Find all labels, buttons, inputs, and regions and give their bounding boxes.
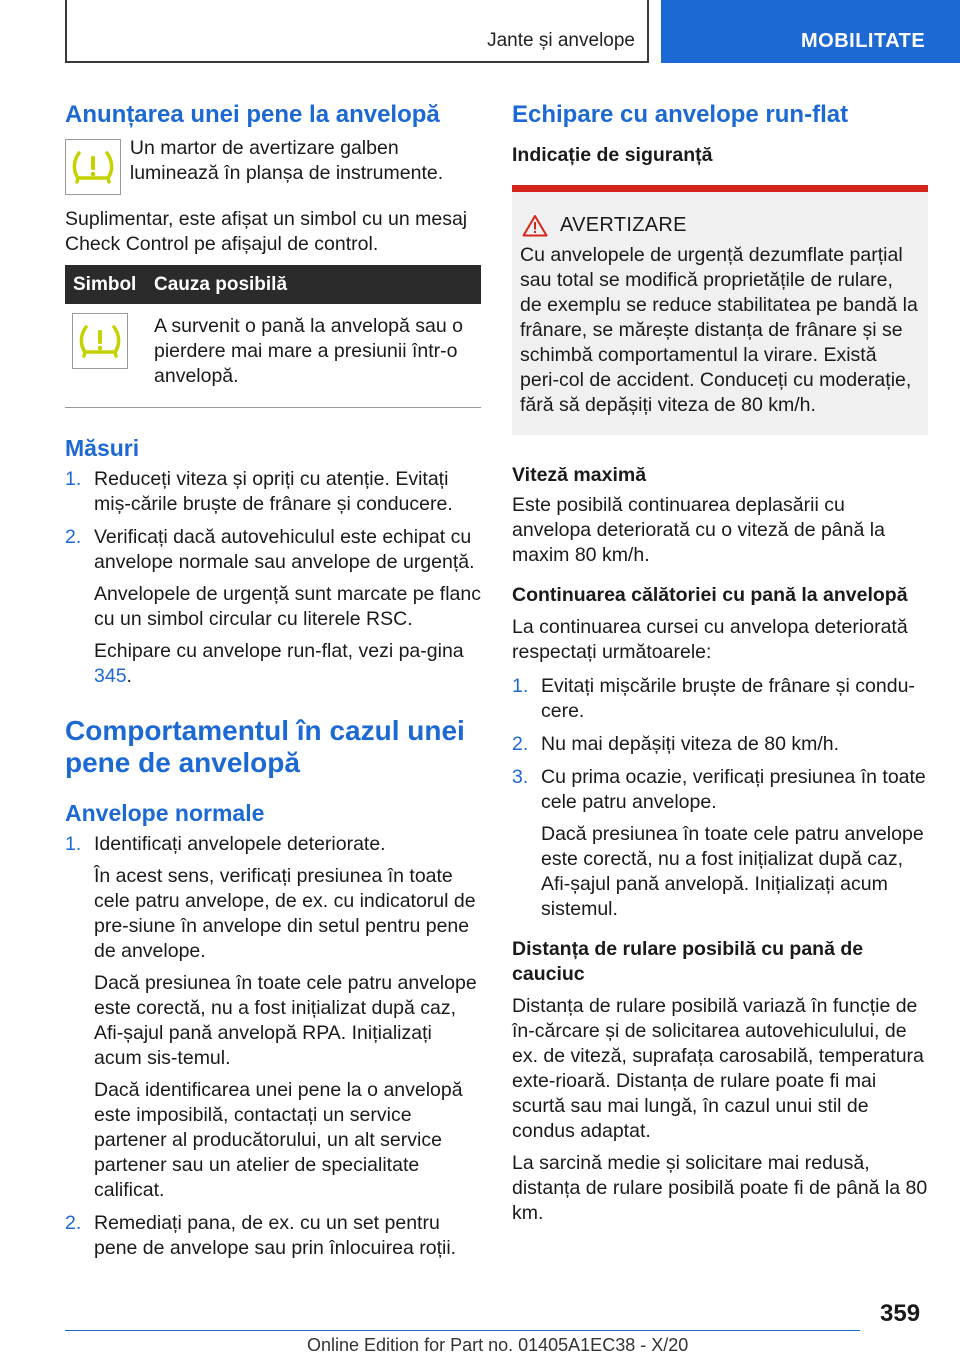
right-column	[512, 100, 928, 1226]
intro-text: Suplimentar, este afișat un simbol cu un mesaj Check Control pe afișajul de control.	[65, 208, 468, 255]
list-item: 1. Identificați anvelopele deteriorate. În acest sens, verificați presiunea în toate cele patru anvelope, de ex. cu indicatorul de pre-siune în anvelope din setul pentru pene de anvelope. Dacă presiunea în toate cele patru anvelope este corectă, nu a fost inițializat după caz, Afi-șajul pană anvelopă RPA. Inițializați acum sis-temul. Dacă identificarea unei pene la o anvelopă este imposibilă, contactați un service partener al producătorului, un alt service partener sau un atelier de specialitate calificat.	[65, 833, 477, 1201]
continue-list	[512, 674, 928, 922]
lamp-block	[65, 136, 481, 195]
warning-title	[522, 214, 919, 237]
chapter-title: MOBILITATE	[801, 30, 926, 52]
normal-tires-list	[65, 832, 481, 1261]
tire-pressure-warning-icon	[72, 313, 128, 369]
warning-box	[512, 185, 928, 435]
warning-label: AVERTIZARE	[560, 214, 687, 236]
list-item: 1. Evitați mișcările bruște de frânare și condu-cere.	[512, 675, 915, 722]
tire-pressure-warning-icon	[65, 139, 121, 195]
table-header-cause: Cauza posibilă	[146, 265, 481, 304]
normal-tires-heading: Anvelope normale	[65, 800, 265, 826]
edition-text: Online Edition for Part no. 01405A1EC38 - X/20	[307, 1335, 689, 1355]
warning-triangle-icon	[522, 214, 548, 237]
table-header-symbol: Simbol	[65, 265, 146, 304]
table-cell-cause: A survenit o pană la anvelopă sau o pierdere mai mare a presiunii într-o anvelopă.	[154, 315, 463, 387]
list-item: 3. Cu prima ocazie, verificați presiunea în toate cele patru anvelope. Dacă presiunea în toate cele patru anvelope este corectă, nu a fost inițializat după caz, Afi-șajul pană anvelopă. Inițializați acum sistemul.	[512, 766, 926, 920]
symbol-table	[65, 265, 481, 401]
section-title: Jante și anvelope	[487, 30, 635, 51]
runflat-heading: Echipare cu anvelope run-flat	[512, 101, 849, 128]
list-item: 2. Verificați dacă autovehiculul este echipat cu anvelope normale sau anvelope de urgență. Anvelopele de urgență sunt marcate pe flanc cu un simbol circular cu literele RSC. Echipare cu anvelope run-flat, vezi pa-gina 345.	[65, 526, 482, 687]
header-chapter-tab	[661, 0, 960, 63]
list-item: 2. Nu mai depășiți viteza de 80 km/h.	[512, 733, 840, 755]
behavior-heading: Comportamentul în cazul unei pene de anvelopă	[65, 715, 465, 778]
continue-heading: Continuarea călătoriei cu pană la anvelopă	[512, 584, 908, 606]
lamp-description: Un martor de avertizare galben luminează în planșa de instrumente.	[129, 137, 444, 184]
table-divider	[65, 407, 481, 408]
page-link[interactable]: 345	[94, 665, 127, 687]
range-text-2: La sarcină medie și solicitare mai redusă, distanța de rulare posibilă poate fi de până la 80 km.	[512, 1152, 928, 1224]
measures-heading: Măsuri	[65, 435, 140, 461]
page-reference: Echipare cu anvelope run-flat, vezi pa-gina 345.	[94, 640, 464, 687]
list-item: 2. Remediați pana, de ex. cu un set pentru pene de anvelope sau prin înlocuirea roții.	[65, 1212, 457, 1259]
header-section-tab	[65, 0, 649, 63]
table-cell-symbol	[65, 304, 146, 401]
range-heading: Distanța de rulare posibilă cu pană de cauciuc	[512, 938, 864, 985]
continue-intro: La continuarea cursei cu anvelopa deteriorată respectați următoarele:	[512, 616, 908, 663]
max-speed-text: Este posibilă continuarea deplasării cu anvelopa deteriorată cu o viteză de până la maxim 80 km/h.	[512, 494, 885, 566]
flat-tire-heading: Anunțarea unei pene la anvelopă	[65, 101, 440, 128]
range-text: Distanța de rulare posibilă variază în funcție de în-cărcare și de solicitarea autovehiculului, de ex. de viteză, suprafața carosabilă, temperatura exte-rioară. Distanța de rulare poate fi mai scurtă sau mai lungă, în cazul unui stil de condus adaptat.	[512, 995, 924, 1142]
safety-heading: Indicație de siguranță	[512, 144, 713, 166]
footer-rule	[65, 1330, 860, 1331]
left-column	[65, 100, 481, 1261]
list-item: 1. Reduceți viteza și opriți cu atenție. Evitați miș-cările bruște de frânare și conducere.	[65, 468, 453, 515]
page-number: 359	[880, 1300, 921, 1327]
measures-list	[65, 467, 481, 689]
warning-text: Cu anvelopele de urgență dezumflate parțial sau total se modifică proprietățile de rulare, de exemplu se reduce stabilitatea pe bandă la frânare, se mărește distanța de frânare și se schimbă comportamentul la virare. Există peri-col de accident. Conduceți cu moderație, fără să depășiți viteza de 80 km/h.	[520, 244, 918, 416]
max-speed-heading: Viteză maximă	[512, 464, 647, 486]
